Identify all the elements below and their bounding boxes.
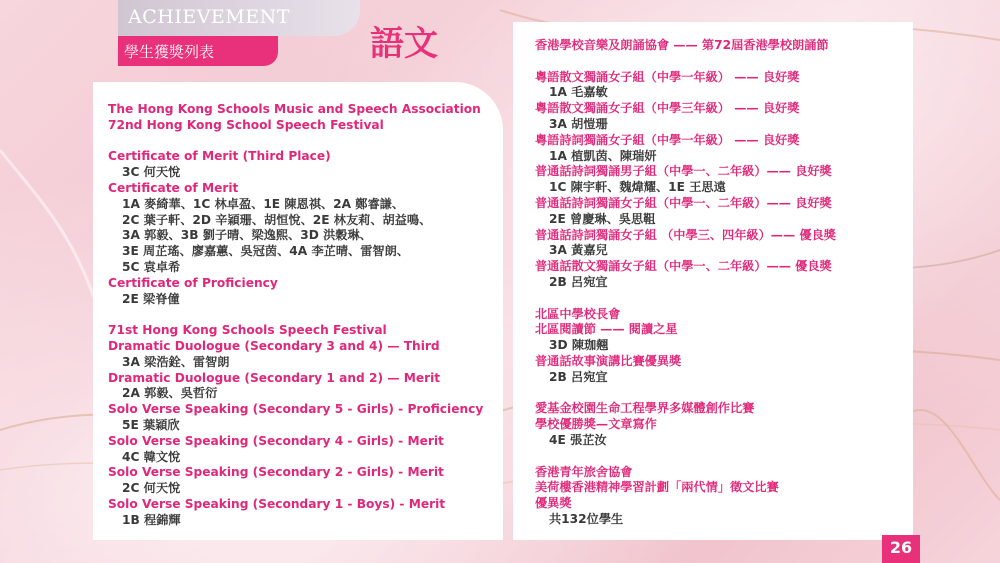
award-title: 普通話散文獨誦女子組（中學一、二年級）—— 優良獎 bbox=[535, 259, 832, 274]
awardee-names: 1A 植凱茵、陳瑞妍 bbox=[549, 148, 657, 163]
award-title: 71st Hong Kong Schools Speech Festival bbox=[108, 323, 387, 338]
awardee-names: 3A 梁浩銓、雷智朗 bbox=[122, 354, 230, 369]
brand-title: ACHIEVEMENT bbox=[128, 6, 290, 28]
award-title: Solo Verse Speaking (Secondary 2 - Girls) - Merit bbox=[108, 465, 444, 480]
award-title: Dramatic Duologue (Secondary 3 and 4) — Third bbox=[108, 338, 440, 353]
awardee-names: 2A 郭毅、吳哲衍 bbox=[122, 386, 218, 401]
award-title: 普通話詩詞獨誦女子組 （中學三、四年級）—— 優良獎 bbox=[535, 227, 836, 242]
awardee-names: 1B 程錦輝 bbox=[122, 512, 181, 527]
award-title: 北區中學校長會 bbox=[535, 306, 621, 321]
awardee-names: 5E 葉穎欣 bbox=[122, 417, 180, 432]
award-title: 72nd Hong Kong School Speech Festival bbox=[108, 117, 384, 132]
award-title: 普通話故事演講比賽優異獎 bbox=[535, 353, 682, 368]
awardee-names: 3C 何天悅 bbox=[122, 165, 181, 180]
award-title: Dramatic Duologue (Secondary 1 and 2) — Merit bbox=[108, 370, 441, 385]
spacer bbox=[535, 54, 909, 70]
spacer bbox=[535, 291, 909, 307]
award-title: 香港青年旅舍協會 bbox=[535, 464, 633, 479]
award-title: 普通話詩詞獨誦男子組（中學一、二年級）—— 良好獎 bbox=[535, 164, 832, 179]
award-title: 粵語詩詞獨誦女子組（中學一年級） —— 良好獎 bbox=[535, 132, 800, 147]
award-title: 優異獎 bbox=[535, 496, 572, 511]
awardee-names: 3A 黃嘉兒 bbox=[549, 243, 608, 258]
award-title: 香港學校音樂及朗誦協會 —— 第72屆香港學校朗誦節 bbox=[535, 38, 829, 52]
award-title: Solo Verse Speaking (Secondary 1 - Boys) - Merit bbox=[108, 496, 446, 511]
spacer bbox=[108, 134, 498, 150]
award-title: Solo Verse Speaking (Secondary 4 - Girls) - Merit bbox=[108, 433, 444, 448]
awardee-names: 1C 陳宇軒、魏煒耀、1E 王思遠 bbox=[549, 180, 726, 195]
awardee-names: 共132位學生 bbox=[549, 511, 624, 526]
spacer bbox=[535, 449, 909, 465]
awardee-names: 2E 梁脊僮 bbox=[122, 291, 180, 306]
page-subtitle: 學生獲獎列表 bbox=[124, 43, 215, 61]
award-title: Certificate of Merit bbox=[108, 180, 239, 195]
awardee-names: 3A 郭毅、3B 劉子晴、梁逸熙、3D 洪穀琳、 bbox=[122, 228, 372, 243]
spacer bbox=[535, 386, 909, 402]
award-title: Certificate of Merit (Third Place) bbox=[108, 149, 331, 164]
awardee-names: 5C 袁卓希 bbox=[122, 259, 181, 274]
awardee-names: 2E 曾慶琳、吳思靻 bbox=[549, 211, 656, 226]
awardee-names: 3A 胡愷珊 bbox=[549, 116, 608, 131]
left-award-list bbox=[108, 102, 498, 529]
award-title: Solo Verse Speaking (Secondary 5 - Girls) - Proficiency bbox=[108, 402, 484, 417]
right-award-list bbox=[535, 38, 909, 528]
award-title: 普通話詩詞獨誦女子組（中學一、二年級）—— 良好獎 bbox=[535, 195, 832, 210]
awardee-names: 4E 張芷汝 bbox=[549, 432, 607, 447]
awardee-names: 1A 毛嘉敏 bbox=[549, 85, 608, 100]
page-number: 26 bbox=[889, 538, 913, 557]
award-title: 粵語散文獨誦女子組（中學三年級） —— 良好獎 bbox=[535, 101, 800, 116]
awardee-names: 2C 葉子軒、2D 辛穎珊、胡恒悅、2E 林友莉、胡益鳴、 bbox=[122, 212, 432, 227]
awardee-names: 2B 呂宛宜 bbox=[549, 369, 608, 384]
award-title: 美荷樓香港精神學習計劃「兩代情」徵文比賽 bbox=[535, 480, 779, 495]
awardee-names: 2B 呂宛宜 bbox=[549, 274, 608, 289]
awardee-names: 3D 陳珈翹 bbox=[549, 338, 609, 353]
awardee-names: 4C 韓文悅 bbox=[122, 449, 181, 464]
award-title: 北區閱讀節 —— 閱讀之星 bbox=[535, 322, 678, 337]
awardee-names: 2C 何天悅 bbox=[122, 481, 181, 496]
award-title: The Hong Kong Schools Music and Speech Association bbox=[108, 102, 481, 116]
award-title: 愛基金校園生命工程學界多媒體創作比賽 bbox=[535, 401, 755, 416]
awardee-names: 1A 麥綺華、1C 林卓盈、1E 陳恩祺、2A 鄭睿謙、 bbox=[122, 196, 405, 211]
spacer bbox=[108, 307, 498, 323]
award-title: Certificate of Proficiency bbox=[108, 275, 278, 290]
award-title: 粵語散文獨誦女子組（中學一年級） —— 良好獎 bbox=[535, 69, 800, 84]
awardee-names: 3E 周芷瑤、廖嘉蕙、吳冠茵、4A 李芷晴、雷智朗、 bbox=[122, 244, 409, 259]
award-title: 學校優勝獎—文章寫作 bbox=[535, 417, 657, 432]
section-heading: 語文 bbox=[370, 24, 438, 64]
